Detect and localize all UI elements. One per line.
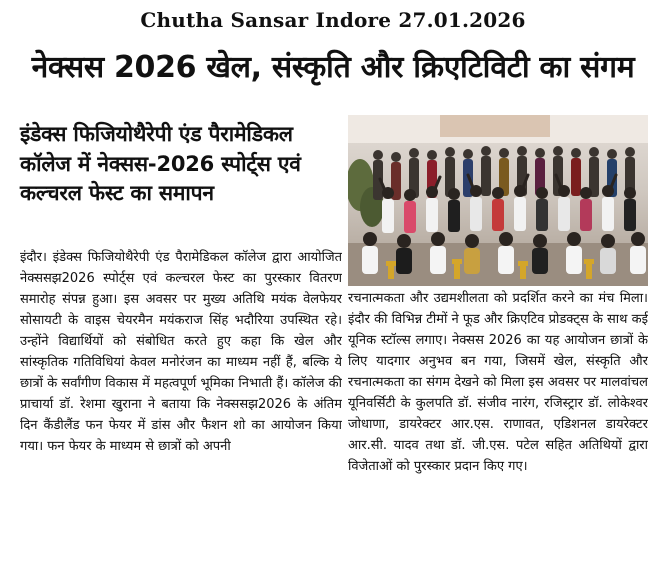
- group-photo: [348, 115, 648, 286]
- headline: नेक्सस 2026 खेल, संस्कृति और क्रिएटिविटी का संगम: [31, 50, 635, 85]
- article-body-left-column: इंदौर। इंडेक्स फिजियोथैरेपी एंड पैरामेडिकल कॉलेज द्वारा आयोजित नेक्ससझ2026 स्पोर्ट्स एवं कल्चरल फेस्ट का पुरस्कार वितरण समारोह संपन्न हुआ। इस अवसर पर मुख्य अतिथि मयंक वेलफेयर सोसायटी के वाइस चेयरमैन मयंकराज सिंह भदौरिया उपस्थित रहे। उन्होंने विद्यार्थियों को संबोधित करते हुए कहा कि खेल और सांस्कृतिक गतिविधियां केवल मनोरंजन का माध्यम नहीं हैं, बल्कि ये छात्रों के सर्वांगीण विकास में महत्वपूर्ण भूमिका निभाती हैं। कॉलेज की प्राचार्या डॉ. रेशमा खुराना ने बताया कि नेक्ससझ2026 के अंतिम दिन कैंडीलैंड फन फेयर में डांस और फैशन शो का आयोजन किया गया। फन फेयर के माध्यम से छात्रों को अपनी: [20, 250, 342, 454]
- subheadline: इंडेक्स फिजियोथैरेपी एंड पैरामेडिकल कॉलेज में नेक्सस-2026 स्पोर्ट्स एवं कल्चरल फेस्ट का समापन: [20, 122, 301, 205]
- dateline: Chutha Sansar Indore 27.01.2026: [140, 8, 526, 32]
- article-body-right-column: रचनात्मकता और उद्यमशीलता को प्रदर्शित करने का मंच मिला। इंदौर की विभिन्न टीमों ने फूड और क्रिएटिव प्रोडक्ट्स के साथ कई यूनिक स्टॉल्स लगाए। नेक्सस 2026 का यह आयोजन छात्रों के लिए यादगार अनुभव बन गया, जिसमें खेल, संस्कृति और रचनात्मकता का संगम देखने को मिला इस अवसर पर मालवांचल यूनिवर्सिटी के कुलपति डॉ. संजीव नारंग, रजिस्ट्रार डॉ. लोकेश्वर जोधाणा, डायरेक्टर आर.एस. राणावत, एडिशनल डायरेक्टर आर.सी. यादव तथा डॉ. जी.एस. पटेल सहित अतिथियों द्वारा विजेताओं को पुरस्कार प्रदान किए गए।: [348, 291, 648, 474]
